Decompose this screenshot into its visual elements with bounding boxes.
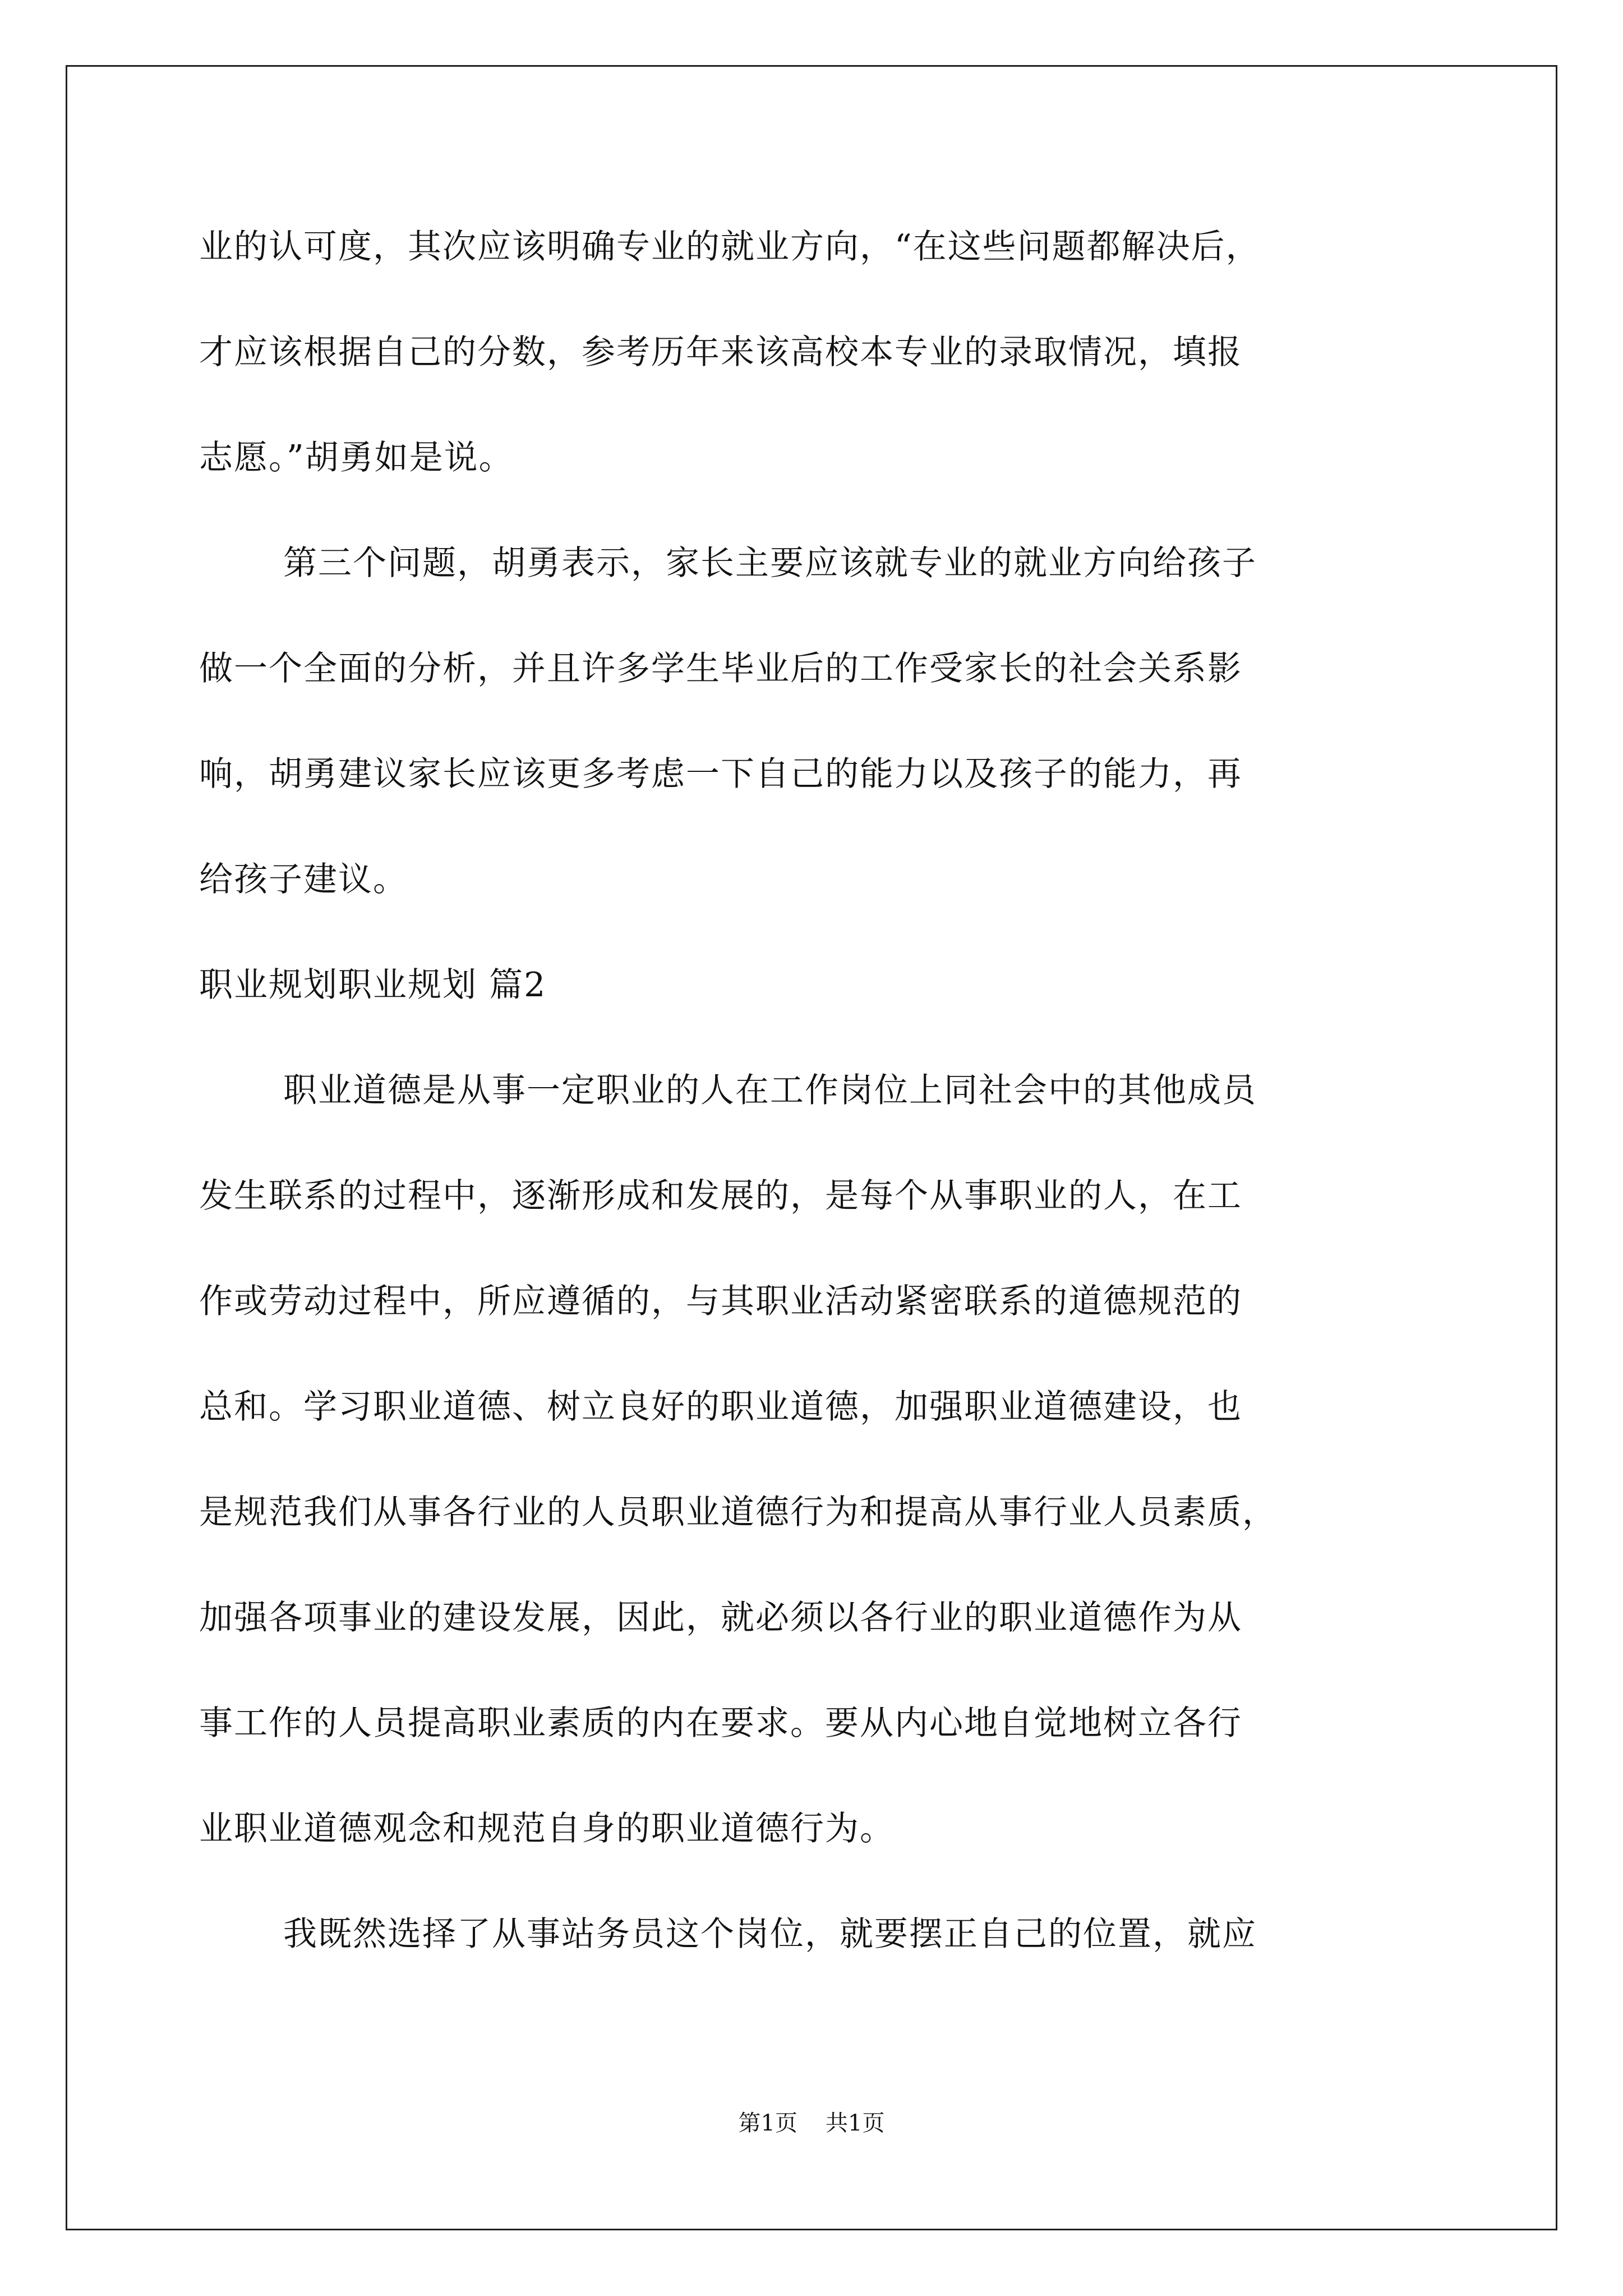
paragraph-start-line: 我既然选择了从事站务员这个岗位，就要摆正自己的位置，就应 xyxy=(283,1915,1257,1954)
text-line: 给孩子建议。 xyxy=(199,860,408,899)
text-line: 是规范我们从事各行业的人员职业道德行为和提高从事行业人员素质， xyxy=(199,1493,1277,1532)
text-line: 做一个全面的分析，并且许多学生毕业后的工作受家长的社会关系影 xyxy=(199,649,1242,688)
section-heading: 职业规划职业规划 篇2 xyxy=(199,965,547,1005)
text-line: 志愿。”胡勇如是说。 xyxy=(199,438,514,477)
text-line: 响，胡勇建议家长应该更多考虑一下自己的能力以及孩子的能力，再 xyxy=(199,754,1242,794)
page-total: 共1页 xyxy=(826,2110,885,2136)
page-number: 第1页 xyxy=(738,2110,797,2136)
text-line: 业职业道德观念和规范自身的职业道德行为。 xyxy=(199,1809,895,1848)
text-line: 发生联系的过程中，逐渐形成和发展的，是每个从事职业的人，在工 xyxy=(199,1176,1242,1216)
text-line: 才应该根据自己的分数，参考历年来该高校本专业的录取情况，填报 xyxy=(199,333,1242,372)
page-footer xyxy=(0,2109,1623,2137)
text-line: 加强各项事业的建设发展，因此，就必须以各行业的职业道德作为从 xyxy=(199,1598,1242,1637)
text-line: 作或劳动过程中，所应遵循的，与其职业活动紧密联系的道德规范的 xyxy=(199,1282,1242,1321)
paragraph-start-line: 第三个问题，胡勇表示，家长主要应该就专业的就业方向给孩子 xyxy=(283,544,1257,583)
text-line: 事工作的人员提高职业素质的内在要求。要从内心地自觉地树立各行 xyxy=(199,1704,1242,1743)
text-line: 总和。学习职业道德、树立良好的职业道德，加强职业道德建设，也 xyxy=(199,1387,1242,1427)
page-border xyxy=(66,65,1557,2230)
text-line: 业的认可度，其次应该明确专业的就业方向，“在这些问题都解决后， xyxy=(199,227,1261,266)
paragraph-start-line: 职业道德是从事一定职业的人在工作岗位上同社会中的其他成员 xyxy=(283,1071,1257,1110)
